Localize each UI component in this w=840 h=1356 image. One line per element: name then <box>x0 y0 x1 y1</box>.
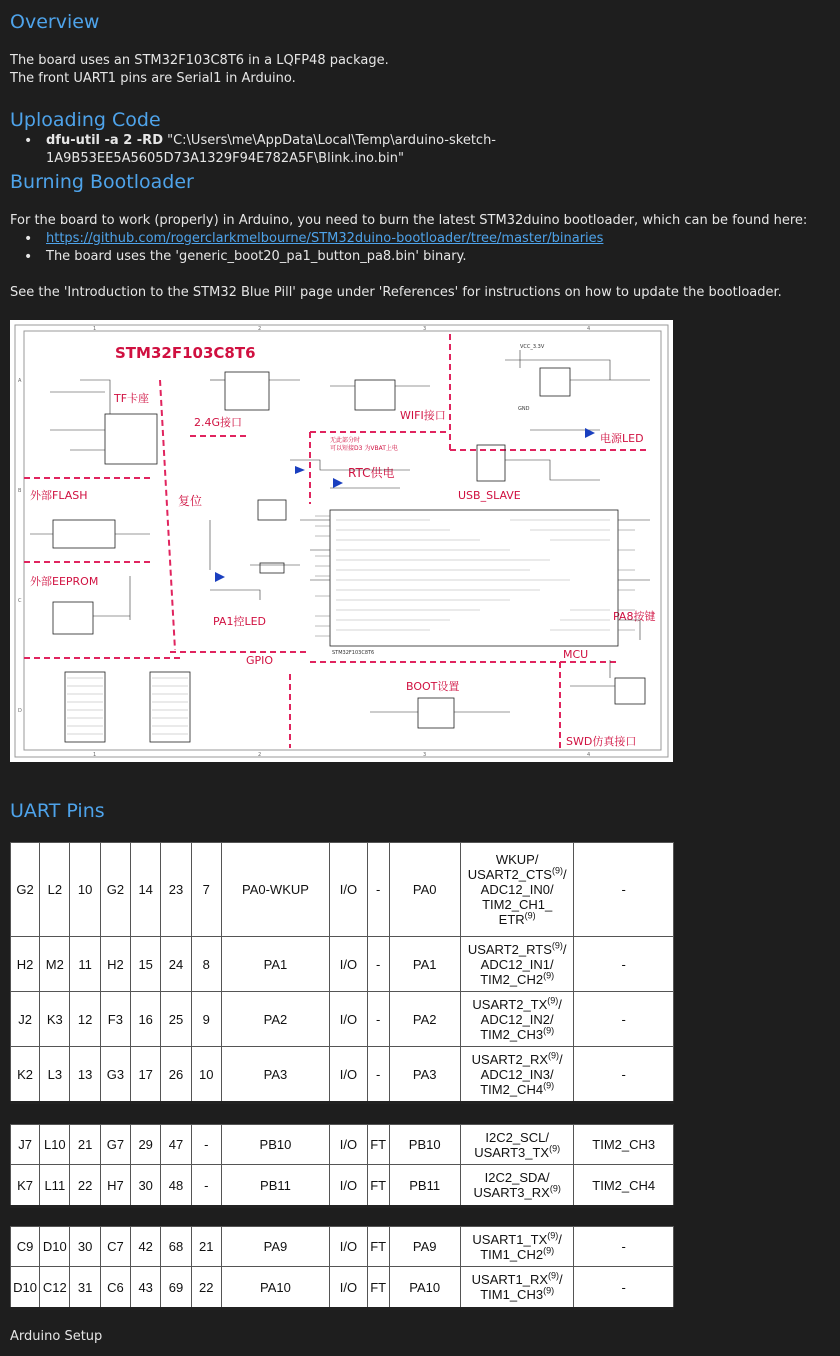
function-text: TIM1_CH2 <box>480 1246 544 1262</box>
pin-cell: C6 <box>100 1267 130 1309</box>
pin-cell: L10 <box>40 1125 70 1165</box>
function-text: ADC12_IN1/ <box>480 956 554 972</box>
pin-cell: I/O <box>330 1047 368 1103</box>
pin-cell: FT <box>367 1227 389 1267</box>
alternate-function-line <box>462 972 573 987</box>
bootloader-link-item <box>10 230 603 248</box>
pin-cell: K3 <box>40 992 70 1047</box>
pin-cell: - <box>367 843 389 937</box>
svg-text:A: A <box>18 378 22 384</box>
function-text: I2C2_SCL/ <box>485 1129 549 1145</box>
pin-cell: G3 <box>100 1047 130 1103</box>
alternate-function-line <box>462 1185 573 1200</box>
pin-cell: 22 <box>191 1267 221 1309</box>
function-text: TIM2_CH2 <box>480 971 544 987</box>
pin-cell: 10 <box>191 1047 221 1103</box>
alternate-function-line <box>462 997 573 1012</box>
pin-row <box>11 1047 674 1103</box>
alternate-function-line <box>462 1027 573 1042</box>
label-pa1-led: PA1控LED <box>213 615 267 628</box>
footnote-ref: (9) <box>543 970 555 981</box>
mcu-part-label: STM32F103C8T6 <box>332 650 375 656</box>
pin-cell: 29 <box>131 1125 161 1165</box>
pin-cell: 26 <box>161 1047 191 1103</box>
upload-command-tool: dfu-util -a 2 -RD <box>46 133 163 148</box>
footnote-ref: (9) <box>549 1143 561 1154</box>
burning-list <box>10 230 603 266</box>
function-text: / <box>559 1051 563 1067</box>
alternate-functions-cell <box>460 1227 574 1267</box>
function-text: ADC12_IN2/ <box>480 1011 554 1027</box>
function-text: USART2_TX <box>472 996 548 1012</box>
pin-cell: 48 <box>161 1165 191 1207</box>
pin-cell: 31 <box>70 1267 100 1309</box>
uploading-heading: Uploading Code <box>10 109 161 131</box>
footnote-ref: (9) <box>551 865 563 876</box>
schematic-image <box>10 320 673 762</box>
uploading-list <box>10 132 840 168</box>
function-text: / <box>558 1231 562 1247</box>
label-swd: SWD仿真接口 <box>566 735 637 748</box>
label-rtc: RTC供电 <box>348 466 395 480</box>
pin-cell: 42 <box>131 1227 161 1267</box>
pin-cell: - <box>367 1047 389 1103</box>
uart-heading: UART Pins <box>10 800 105 822</box>
alternate-functions-cell <box>460 843 574 937</box>
alternate-function-line <box>462 1145 573 1160</box>
pin-cell: J7 <box>11 1125 40 1165</box>
pin-cell: PA10 <box>221 1267 329 1309</box>
pin-row <box>11 843 674 937</box>
remap-cell: - <box>574 843 674 937</box>
pin-cell: 15 <box>131 937 161 992</box>
alternate-function-line <box>462 1012 573 1027</box>
footnote-ref: (9) <box>547 1230 559 1241</box>
function-text: ETR <box>498 912 525 927</box>
svg-text:1: 1 <box>93 752 97 758</box>
pin-cell: K7 <box>11 1165 40 1207</box>
pin-cell: 23 <box>161 843 191 937</box>
function-text: USART2_RTS <box>467 941 552 957</box>
alternate-function-line <box>462 1067 573 1082</box>
svg-text:C: C <box>18 598 22 604</box>
pin-cell: - <box>191 1165 221 1207</box>
pin-cell: 11 <box>70 937 100 992</box>
label-24g: 2.4G接口 <box>194 416 243 429</box>
pin-cell: L2 <box>40 843 70 937</box>
pin-cell: PA2 <box>389 992 460 1047</box>
overview-heading: Overview <box>10 11 100 33</box>
upload-command-path: "C:\Users\me\AppData\Local\Temp\arduino-sketch-1A9B53EE5A5605D73A1329F94E782A5F\Blink.ino.bin" <box>46 133 496 166</box>
footnote-ref: (9) <box>543 1025 555 1036</box>
pin-cell: 8 <box>191 937 221 992</box>
svg-text:3: 3 <box>423 326 427 332</box>
pin-cell: PA0-WKUP <box>221 843 329 937</box>
label-gpio: GPIO <box>246 654 274 667</box>
svg-text:4: 4 <box>587 752 591 758</box>
alternate-function-line <box>462 897 573 912</box>
alternate-function-line <box>462 867 573 882</box>
pin-cell: I/O <box>330 937 368 992</box>
pin-cell: PA10 <box>389 1267 460 1309</box>
pin-cell: 68 <box>161 1227 191 1267</box>
label-boot: BOOT设置 <box>406 680 460 693</box>
function-text: USART3_TX <box>474 1144 550 1160</box>
pin-cell: 16 <box>131 992 161 1047</box>
svg-text:2: 2 <box>258 326 262 332</box>
pin-cell: 12 <box>70 992 100 1047</box>
burning-heading: Burning Bootloader <box>10 171 194 193</box>
pin-cell: PB10 <box>221 1125 329 1165</box>
footnote-ref: (9) <box>548 1050 560 1061</box>
footnote-ref: (9) <box>543 1285 555 1296</box>
pin-cell: H2 <box>100 937 130 992</box>
pin-cell: K2 <box>11 1047 40 1103</box>
rtc-note-2: 可以短接D3 为VBAT上电 <box>330 445 398 452</box>
function-text: ADC12_IN0/ <box>480 882 554 897</box>
svg-text:1: 1 <box>93 326 97 332</box>
upload-command <box>10 132 840 168</box>
pin-cell: L11 <box>40 1165 70 1207</box>
label-tf: TF卡座 <box>114 392 150 405</box>
remap-cell: TIM2_CH4 <box>574 1165 674 1207</box>
pin-cell: I/O <box>330 1165 368 1207</box>
pin-cell: 43 <box>131 1267 161 1309</box>
alternate-functions-cell <box>460 992 574 1047</box>
pin-row <box>11 992 674 1047</box>
pin-cell: H2 <box>11 937 40 992</box>
svg-text:B: B <box>18 488 22 494</box>
footnote-ref: (9) <box>548 1270 560 1281</box>
pin-cell: 25 <box>161 992 191 1047</box>
pin-cell: PA1 <box>221 937 329 992</box>
alternate-functions-cell <box>460 1267 574 1309</box>
pin-row <box>11 1227 674 1267</box>
pin-cell: PA3 <box>389 1047 460 1103</box>
pin-cell: FT <box>367 1267 389 1309</box>
pin-cell: D10 <box>40 1227 70 1267</box>
pin-cell: PA9 <box>389 1227 460 1267</box>
function-text: TIM1_CH3 <box>480 1287 544 1302</box>
burning-see-also: See the 'Introduction to the STM32 Blue Pill' page under 'References' for instructions on how to update the bootloader. <box>10 285 782 300</box>
pin-cell: 24 <box>161 937 191 992</box>
footnote-ref: (9) <box>524 910 536 921</box>
remap-cell: - <box>574 937 674 992</box>
pin-cell: I/O <box>330 1267 368 1309</box>
pin-cell: - <box>191 1125 221 1165</box>
label-flash: 外部FLASH <box>30 489 88 502</box>
pin-row <box>11 937 674 992</box>
pin-cell: J2 <box>11 992 40 1047</box>
alternate-function-line <box>462 1287 573 1302</box>
pin-cell: I/O <box>330 1125 368 1165</box>
alternate-function-line <box>462 1232 573 1247</box>
pin-cell: PB11 <box>221 1165 329 1207</box>
pin-cell: 9 <box>191 992 221 1047</box>
pin-cell: D10 <box>11 1267 40 1309</box>
footnote-ref: (9) <box>551 940 563 951</box>
label-reset: 复位 <box>178 494 203 508</box>
pin-cell: C12 <box>40 1267 70 1309</box>
function-text: / <box>559 1272 563 1287</box>
function-text: WKUP/ <box>495 852 539 867</box>
label-pa8-key: PA8按键 <box>613 610 656 623</box>
pin-cell: FT <box>367 1125 389 1165</box>
footnote-ref: (9) <box>543 1080 555 1091</box>
label-usb: USB_SLAVE <box>458 489 521 502</box>
bootloader-link[interactable]: https://github.com/rogerclarkmelbourne/STM32duino-bootloader/tree/master/binaries <box>46 231 604 246</box>
pin-cell: 14 <box>131 843 161 937</box>
pin-cell: C7 <box>100 1227 130 1267</box>
function-text: ADC12_IN3/ <box>480 1066 554 1082</box>
overview-line-1: The board uses an STM32F103C8T6 in a LQFP48 package. <box>10 53 389 68</box>
pin-cell: PA3 <box>221 1047 329 1103</box>
pin-cell: PA9 <box>221 1227 329 1267</box>
label-eeprom: 外部EEPROM <box>30 575 99 588</box>
function-text: / <box>562 941 567 957</box>
pin-cell: L3 <box>40 1047 70 1103</box>
alternate-functions-cell <box>460 1047 574 1103</box>
label-mcu: MCU <box>563 648 589 661</box>
pin-cell: G7 <box>100 1125 130 1165</box>
label-wifi: WIFI接口 <box>400 409 446 422</box>
pin-cell: I/O <box>330 843 368 937</box>
uart-table-pb <box>10 1124 674 1208</box>
alternate-function-line <box>462 882 573 897</box>
function-text: USART1_RX <box>471 1272 549 1287</box>
function-text: USART2_CTS <box>467 867 552 882</box>
function-text: TIM2_CH1_ <box>482 897 553 912</box>
uart-table-uart1 <box>10 1226 674 1310</box>
alternate-function-line <box>462 942 573 957</box>
function-text: TIM2_CH4 <box>480 1081 544 1097</box>
pin-cell: 17 <box>131 1047 161 1103</box>
function-text: USART2_RX <box>471 1051 549 1067</box>
pin-cell: 7 <box>191 843 221 937</box>
alternate-functions-cell <box>460 937 574 992</box>
pin-cell: 69 <box>161 1267 191 1309</box>
pin-row <box>11 1267 674 1309</box>
pin-cell: PA2 <box>221 992 329 1047</box>
pin-cell: 21 <box>191 1227 221 1267</box>
pin-cell: G2 <box>11 843 40 937</box>
pin-row <box>11 1165 674 1207</box>
svg-text:4: 4 <box>587 326 591 332</box>
pin-cell: I/O <box>330 1227 368 1267</box>
burning-intro: For the board to work (properly) in Arduino, you need to burn the latest STM32duino bootloader, which can be found here: <box>10 213 808 228</box>
function-text: USART3_RX <box>473 1185 550 1200</box>
pin-cell: H7 <box>100 1165 130 1207</box>
alternate-function-line <box>462 957 573 972</box>
function-text: / <box>562 867 567 882</box>
overview-line-2: The front UART1 pins are Serial1 in Arduino. <box>10 71 296 86</box>
alternate-function-line <box>462 1082 573 1097</box>
pin-cell: F3 <box>100 992 130 1047</box>
alternate-function-line <box>462 1052 573 1067</box>
alternate-functions-cell <box>460 1165 574 1207</box>
function-text: I2C2_SDA/ <box>484 1170 550 1185</box>
footnote-ref: (9) <box>543 1245 555 1256</box>
pin-cell: FT <box>367 1165 389 1207</box>
schematic-title: STM32F103C8T6 <box>115 344 256 362</box>
svg-text:2: 2 <box>258 752 262 758</box>
pin-cell: 30 <box>131 1165 161 1207</box>
vcc-label: VCC_3.3V <box>520 344 545 350</box>
pin-cell: C9 <box>11 1227 40 1267</box>
pin-cell: 10 <box>70 843 100 937</box>
pin-cell: 13 <box>70 1047 100 1103</box>
pin-cell: PB10 <box>389 1125 460 1165</box>
pin-cell: PB11 <box>389 1165 460 1207</box>
remap-cell: - <box>574 1047 674 1103</box>
function-text: / <box>558 996 562 1012</box>
label-power-led: 电源LED <box>600 432 644 445</box>
bootloader-binary-item: • The board uses the 'generic_boot20_pa1_button_pa8.bin' binary. <box>10 248 603 266</box>
alternate-function-line <box>462 1272 573 1287</box>
remap-cell: - <box>574 1227 674 1267</box>
svg-text:3: 3 <box>423 752 427 758</box>
function-text: USART1_TX <box>472 1231 548 1247</box>
pin-cell: - <box>367 937 389 992</box>
rtc-note-1: 无此部分时 <box>330 437 361 444</box>
arduino-setup-label: Arduino Setup <box>10 1329 103 1344</box>
pin-cell: - <box>367 992 389 1047</box>
remap-cell: TIM2_CH3 <box>574 1125 674 1165</box>
alternate-functions-cell <box>460 1125 574 1165</box>
pin-cell: 47 <box>161 1125 191 1165</box>
footnote-ref: (9) <box>547 995 559 1006</box>
pin-cell: M2 <box>40 937 70 992</box>
pin-row <box>11 1125 674 1165</box>
remap-cell: - <box>574 992 674 1047</box>
pin-cell: PA0 <box>389 843 460 937</box>
pin-cell: 22 <box>70 1165 100 1207</box>
uart-table-pa <box>10 842 674 1104</box>
alternate-function-line <box>462 1247 573 1262</box>
pin-cell: 21 <box>70 1125 100 1165</box>
alternate-function-line <box>462 912 573 927</box>
function-text: TIM2_CH3 <box>480 1026 544 1042</box>
footnote-ref: (9) <box>549 1183 561 1194</box>
pin-cell: PA1 <box>389 937 460 992</box>
pin-cell: I/O <box>330 992 368 1047</box>
pin-cell: G2 <box>100 843 130 937</box>
pin-cell: 30 <box>70 1227 100 1267</box>
remap-cell: - <box>574 1267 674 1309</box>
svg-text:D: D <box>18 708 22 714</box>
gnd-label: GND <box>518 406 530 412</box>
